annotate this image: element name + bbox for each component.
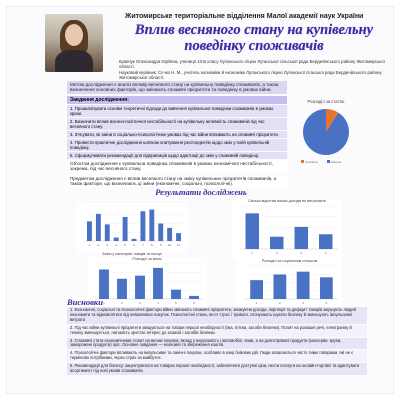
task-item: 4. Провести практичне дослідження шляхом опитування респондентів щодо змін у їхній купівельній поведінці. (67, 139, 287, 151)
author-line: Кравчук Олександра Юріївна, учениця 10-Б класу Луганського ліцею Луганської сільської ради Бердичівського району Житомирської області. (119, 59, 385, 70)
chart-bar (167, 228, 172, 241)
chart-bar (96, 214, 101, 241)
legend-swatch-female (327, 160, 330, 163)
chart-bar (273, 274, 286, 299)
tick-label: 9 (159, 243, 162, 247)
pie-chart-title: Розподіл за статтю (307, 99, 345, 104)
tick-label: 6 (193, 301, 195, 305)
categories-chart (77, 203, 187, 247)
pie-chart-box (291, 99, 361, 171)
chart-bar (149, 210, 154, 242)
chart-bar (132, 239, 137, 241)
status-chart (237, 263, 342, 305)
tick-label: 1 (103, 301, 105, 305)
pie-chart (291, 104, 361, 166)
chart-bar (176, 233, 181, 241)
tick-label: 5 (175, 301, 177, 305)
age-chart-title: Розподіл за віком (132, 257, 162, 261)
status-chart-box (237, 259, 342, 307)
tick-label: 8 (150, 243, 153, 247)
tick-label: 11 (176, 243, 181, 247)
research-goal: Метою дослідження є аналіз впливу весняного стану на купівельну поведінку споживачів, а також визначення основних факторів, що змінюють споживчі пріоритети та поведінку в умовах війни. (67, 81, 287, 94)
conclusion-item: 1. Економічні, соціальні та психологічні фактори війни змінюють споживчі пріоритети, знижуючи доходи, інфляція та дефіцит товарів змушують людей економити та відмовлятися від неважливих покупок. Психологічні стани, як-от стрес і тривога, спонукають шукати безпеку й зменшують імпульсивні витрати. (67, 307, 367, 324)
chart-bar (105, 224, 110, 241)
tasks-heading: Завдання дослідження: (67, 96, 287, 104)
chart-bar (123, 217, 128, 241)
legend-male: Чоловіча (305, 160, 318, 164)
organization-header: Житомирське територіальне відділення Малої академії наук України (125, 13, 364, 20)
research-subject: Предметом дослідження є вплив весняного стану на зміну купівельних пріоритетів споживачів, а також фактори, що визначають ці зміни (економічні, соціальні, психологічні). (67, 175, 287, 188)
results-heading: Результати досліджень (155, 187, 247, 197)
tick-label: 3 (106, 243, 109, 247)
chart-bar (295, 227, 308, 249)
tick-label: 2 (279, 301, 281, 305)
chart-bar (320, 277, 333, 299)
tick-label: 5 (124, 243, 126, 247)
conclusion-item: 5. Рекомендації для бізнесу: акцентуватися на товарах першої необхідності, забезпечити доступні ціни, нести послуги на онлайн-торгівлі та адаптувати асортимент під нові умови споживачів. (67, 363, 367, 375)
chart-bar (87, 221, 92, 241)
legend-swatch-male (301, 160, 304, 163)
chart-bar (270, 237, 283, 249)
poster-title: Вплив весняного стану на купівельну поведінку споживачів (134, 22, 374, 54)
tick-label: 10 (167, 243, 172, 247)
chart-bar (114, 238, 119, 242)
chart-bar (246, 213, 259, 249)
research-object: Об'єктом дослідження є купівельна поведінка споживачів в умовах економічної нестабільності, зокрема, під час весняного стану. (67, 160, 287, 173)
tick-label: 4 (157, 301, 159, 305)
tick-label: 2 (97, 243, 100, 247)
author-info (119, 59, 389, 81)
chart-bar (153, 268, 163, 299)
status-chart-title: Розподіл за соціальним статусом (261, 259, 318, 263)
income-chart (232, 203, 342, 255)
task-item: 2. Визначити вплив воєнно-політичної нестабільності на купівельну активність споживачів під час весняного стану. (67, 118, 287, 130)
pie-label-male: 9% (307, 131, 312, 135)
conclusion-item: 4. Психологічні фактори впливають на імпульсивні та панічні покупки, особливо в кінці бойових дій. Люди запасаються часто тими товарами, які не є терміново потрібними, через страх за майбутнє. (67, 350, 367, 362)
chart-bar (99, 269, 109, 299)
intro-panel (67, 81, 287, 189)
conclusion-item: 2. Під час війни купівельні пріоритети зміщуються на товари першої необхідності (їжа, гігієна, засоби безпеки). Попит на розкішні речі, електроніку й техніку зменшується, натомість зростає інтерес до запасів і засобів безпеки. (67, 325, 367, 337)
tick-label: 3 (302, 301, 304, 305)
tick-label: 3 (300, 251, 303, 255)
income-chart-box (232, 199, 342, 259)
poster (6, 6, 394, 394)
tick-label: 4 (115, 243, 118, 247)
task-item: 1. Проаналізувати основні теоретичні підходи до вивчення купівельної поведінки споживачів в умовах кризи. (67, 105, 287, 117)
legend-female: Жіноча (331, 160, 341, 164)
chart-bar (319, 234, 332, 249)
chart-bar (250, 280, 263, 299)
pie-label-female: 91% (339, 131, 346, 135)
supervisor-line: Науковий керівник: Сєчко Н. М., учитель економіки й економіки Луганського ліцею Луганської сільської ради Бердичівського району Житомирської області. (119, 69, 382, 81)
chart-bar (297, 272, 310, 299)
task-item: 3. З'ясувати, як зміни в соціально-психологічних умовах під час війни впливають на споживчі пріоритети. (67, 131, 287, 138)
income-chart-title: Скільки відсотків ваших доходів ви витрачаєте (248, 199, 326, 203)
tick-label: 1 (255, 301, 258, 305)
tick-label: 2 (121, 301, 123, 305)
chart-bar (171, 290, 181, 299)
author-photo (45, 14, 103, 72)
task-item: 5. Сформулювати рекомендації для підприємців щодо адаптації до змін у споживчій поведінці. (67, 152, 287, 159)
tick-label: 4 (325, 301, 328, 305)
tick-label: 1 (88, 243, 91, 247)
chart-bar (135, 276, 145, 299)
chart-bar (140, 211, 145, 241)
tick-label: 7 (142, 243, 144, 247)
tick-label: 3 (139, 301, 141, 305)
conclusions-list (67, 307, 367, 376)
tick-label: 6 (133, 243, 135, 247)
chart-bar (189, 296, 199, 299)
conclusion-item: 3. Споживчі стати економічними: попит на великі покупки, вклад у нерухомість і автомобілі, впав, а на довготривалі продукти (консерви, крупи, заморожені продукти) зріс. Основне завдання — економія та збереження коштів. (67, 338, 367, 350)
chart-bar (117, 279, 127, 299)
categories-chart-box (77, 203, 187, 256)
conclusions-heading: Висновки (67, 297, 103, 307)
chart-bar (158, 224, 163, 242)
categories-chart-caption: Зміни у категоріях товарів та послуг (102, 252, 162, 256)
tick-label: 4 (324, 251, 327, 255)
tick-label: 2 (275, 251, 278, 255)
tick-label: 1 (251, 251, 254, 255)
